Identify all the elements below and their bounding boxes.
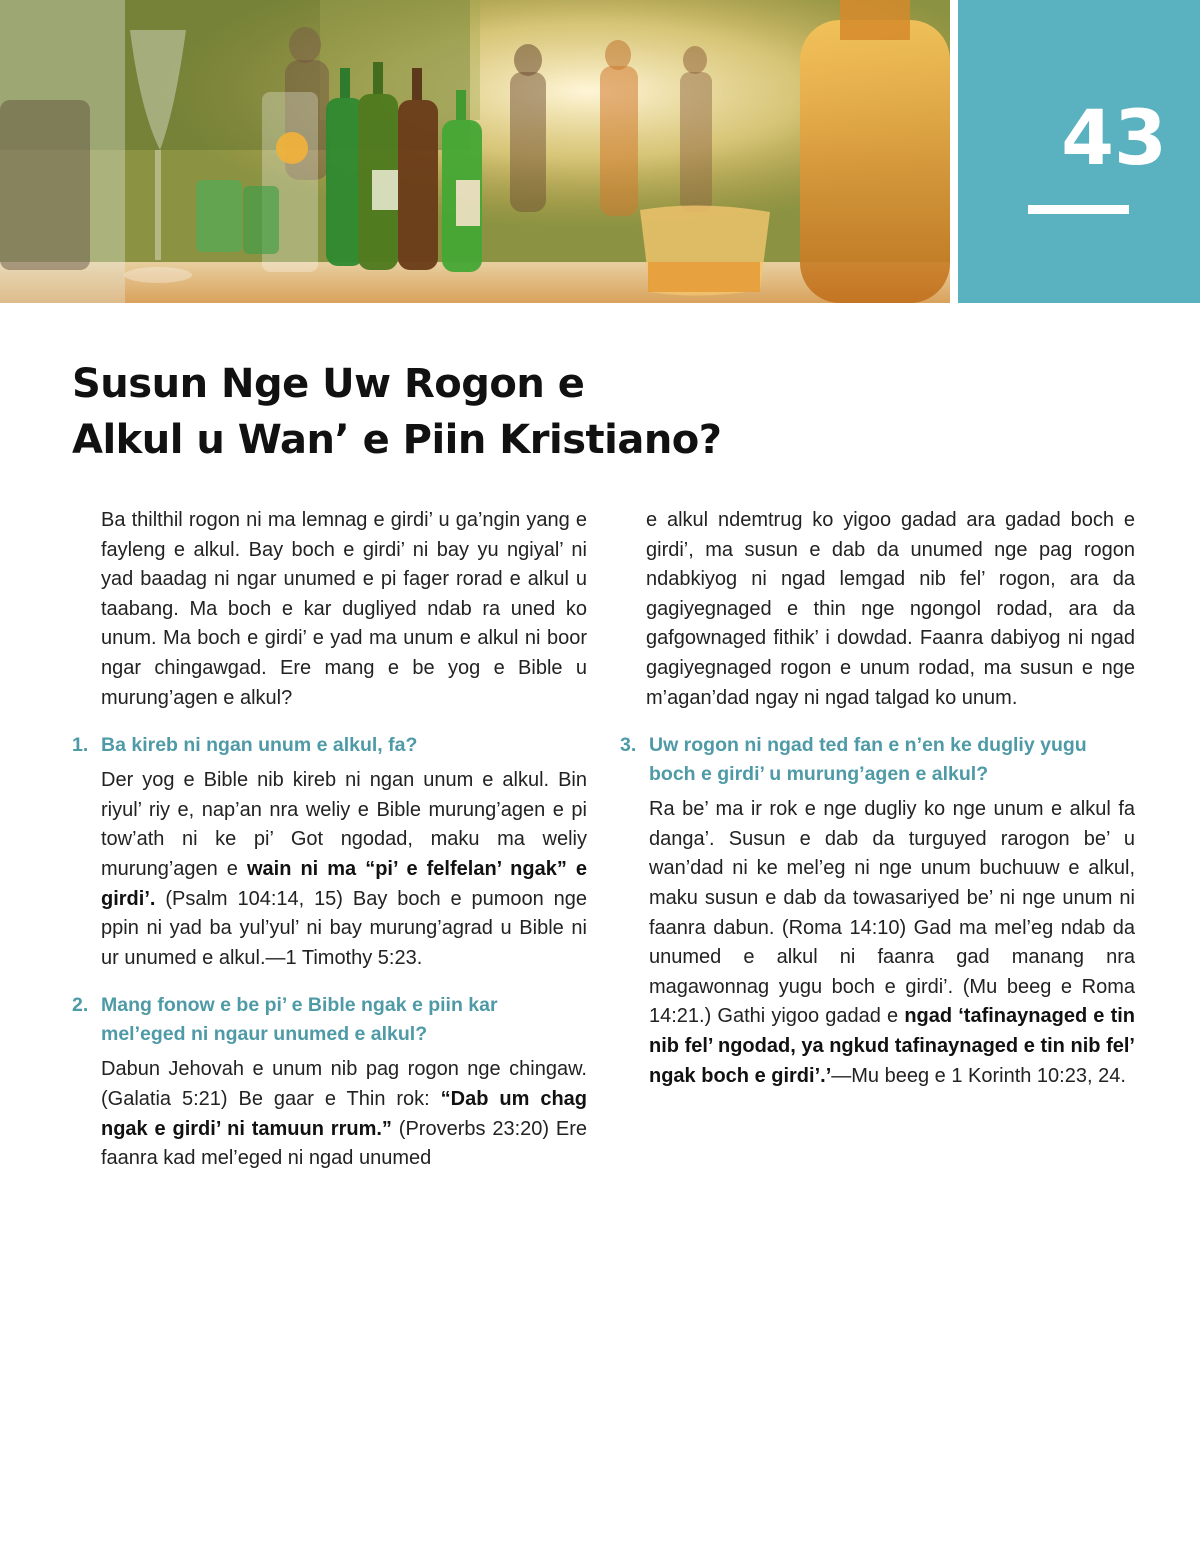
question-3-text: Uw rogon ni ngad ted fan e n’en ke dugliy yugu boch e girdi’ u murung’agen e alkul? (649, 734, 1087, 786)
question-2-number: 2. (72, 994, 89, 1017)
question-2 (72, 991, 587, 1049)
right-column (620, 506, 1135, 1091)
question-1-text: Ba kireb ni ngan unum e alkul, fa? (101, 734, 418, 757)
answer-3-bold: ngad ‘tafinaynaged e tin nib fel’ ngodad, ya ngkud tafinaynaged e tin nib fel’ ngak boch e girdi’.’ (649, 1005, 1135, 1087)
intro-paragraph: Ba thilthil rogon ni ma lemnag e girdi’ u ga’ngin yang e fayleng e alkul. Bay boch e girdi’ ni bay yu ngiyal’ ni yad baadag ni ngar unumed e pi fager rorad e alkul u taabang. Ma boch e kar dugliyed ndab ra uned ko unum. Ma boch e girdi’ e yad ma unum e alkul ni boor ngar chingawgad. Ere mang e be yog e Bible u murung’agen e alkul? (101, 509, 587, 709)
answer-2-continued: e alkul ndemtrug ko yigoo gadad ara gadad boch e girdi’, ma susun e dab da unumed nge pag rogon ndabkiyog ni ngad lemgad nib fel’ rogon, ara da gagiyegnaged e thin nge ngongol rodad, ara da gafgownaged fithik’ i dowdad. Faanra dabiyog ni ngad gagiyegnaged rogon e unum rodad, ma susun e nge m’agan’dad ngay ni ngad talgad ko unum. (646, 509, 1135, 709)
answer-1-paragraph (72, 766, 587, 973)
lesson-number-block (958, 0, 1200, 303)
answer-2-text-a: Dabun Jehovah e unum nib pag rogon nge chingaw. (Galatia 5:21) Be gaar e Thin rok: (101, 1058, 587, 1110)
answer-2-text-b: (Proverbs 23:20) Ere faanra kad mel’eged ni ngad unumed (101, 1117, 587, 1170)
left-column (72, 506, 587, 1174)
answer-2-bold: “Dab um chag ngak e girdi’ ni tamuun rrum.” (101, 1087, 588, 1140)
lesson-number: 43 (1061, 93, 1167, 182)
title-line-2: Alkul u Wan’ e Piin Kristiano? (72, 417, 722, 463)
party-drinks-illustration (0, 0, 950, 303)
answer-1-text-b: (Psalm 104:14, 15) Bay boch e pumoon nge ppin ni yad ba yul’yul’ ni bay murung’agrad u Bible ni ur unumed e alkul.—1 Timothy 5:23. (101, 887, 587, 969)
lesson-number-underline (1028, 205, 1129, 214)
hero-photo (0, 0, 950, 303)
answer-1-text-a: Der yog e Bible nib kireb ni ngan unum e alkul. Bin riyul’ riy e, nap’an nra weliy e Bible murung’agen e pi tow’ath ni ke pi’ Got ngodad, maku ma weliy murung’agen e (101, 769, 587, 880)
question-2-text: Mang fonow e be pi’ e Bible ngak e piin kar mel’eged ni ngaur unumed e alkul? (101, 994, 498, 1046)
title-line-1: Susun Nge Uw Rogon e (72, 361, 585, 407)
answer-3-text-b: —Mu beeg e 1 Korinth 10:23, 24. (831, 1064, 1126, 1087)
answer-2-paragraph (72, 1055, 587, 1173)
question-3 (620, 731, 1135, 789)
answer-1-bold: wain ni ma “pi’ e felfelan’ ngak” e girdi’. (101, 857, 587, 910)
question-1-number: 1. (72, 734, 89, 757)
question-3-number: 3. (620, 734, 637, 757)
question-1 (72, 731, 587, 760)
answer-3-text-a: Ra be’ ma ir rok e nge dugliy ko nge unum e alkul fa danga’. Susun e dab da turguyed rarogon be’ u wan’dad ni ke mel’eg ni nge unum buchuuw e alkul, maku susun e dab da towasariyed be’ ni nge unum ni faanra dabun. (Roma 14:10) Gad ma mel’eg ndab da unumed e alkul ni faanra gad manang nra magawonnag yugu boch e girdi’. (Mu beeg e Roma 14:21.) Gathi yigoo gadad e (649, 798, 1135, 1028)
answer-3-paragraph (620, 795, 1135, 1091)
page-title (72, 356, 892, 468)
